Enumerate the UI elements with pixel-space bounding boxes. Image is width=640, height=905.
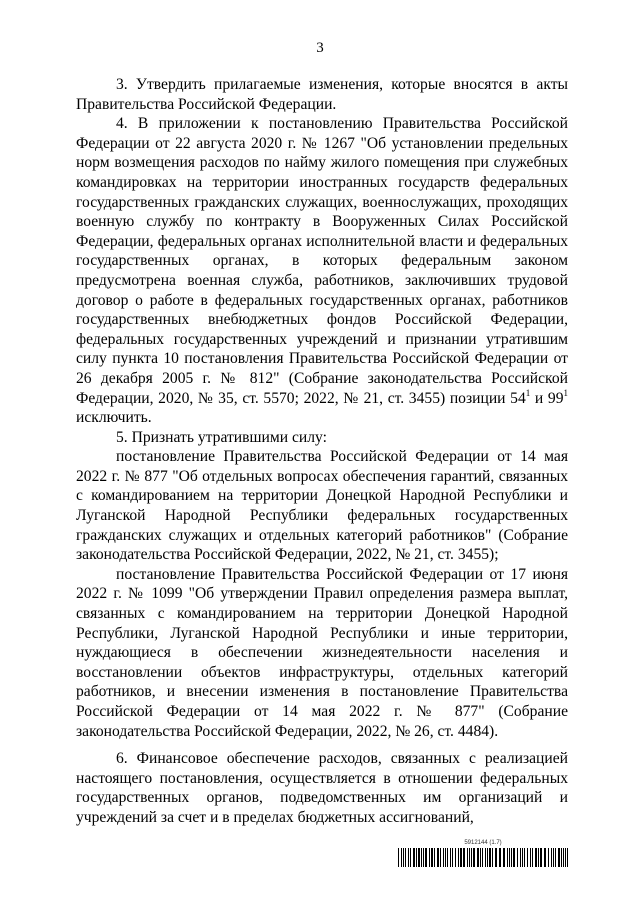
paragraph-4-superscript-1: 1	[525, 387, 531, 398]
barcode-caption: 5912144 (1.7)	[464, 840, 502, 846]
paragraph-4-end: исключить.	[76, 409, 152, 427]
page-number: 3	[316, 40, 324, 56]
paragraph-4	[76, 114, 568, 428]
paragraph-4-superscript-2: 1	[563, 387, 568, 398]
document-barcode	[397, 839, 569, 867]
paragraph-5-item-2: постановление Правительства Российской Федерации от 17 июня 2022 г. № 1099 "Об утверждении Правил определения размера выплат, связанных с командированием на территории Донецкой Народной Республики, Луганской Народной Республики и иные территории, нуждающиеся в обеспечении жизнедеятельности населения и восстановлении объектов инфраструктуры, отдельных категорий работников, и внесении изменения в постановление Правительства Российской Федерации от 14 мая 2022 г. № 877" (Собрание законодательства Российской Федерации, 2022, № 26, ст. 4484).	[76, 565, 568, 740]
paragraph-5: 5. Признать утратившими силу:	[116, 428, 327, 446]
paragraph-4-and: и 99	[530, 389, 564, 407]
paragraph-6: 6. Финансовое обеспечение расходов, связанных с реализацией настоящего постановления, осуществляется в отношении федеральных государственных органов, подведомственных им организаций и учреждений за счет и в пределах бюджетных ассигнований,	[76, 750, 568, 826]
barcode-icon	[397, 848, 569, 867]
paragraph-4-text: 4. В приложении к постановлению Правительства Российской Федерации от 22 августа 2020 г. № 1267 "Об установлении предельных норм возмещения расходов по найму жилого помещения при служебных командировках на территории иностранных государств федеральных государственных гражданских служащих, военнослужащих, проходящих военную службу по контракту в Вооруженных Силах Российской Федерации, федеральных органах исполнительной власти и федеральных государственных органах, в которых федеральным законом предусмотрена военная служба, работников, заключивших трудовой договор о работе в федеральных государственных органах, работников государственных внебюджетных фондов Российской Федерации, федеральных государственных учреждений и признании утратившим силу пункта 10 постановления Правительства Российской Федерации от 26 декабря 2005 г. № 812" (Собрание законодательства Российской Федерации, 2020, № 35, ст. 5570; 2022, № 21, ст. 3455) позиции 54	[76, 115, 568, 407]
paragraph-3: 3. Утвердить прилагаемые изменения, которые вносятся в акты Правительства Российской Федерации.	[76, 76, 568, 113]
paragraph-5-item-1: постановление Правительства Российской Федерации от 14 мая 2022 г. № 877 "Об отдельных вопросах обеспечения гарантий, связанных с командированием на территории Донецкой Народной Республики и Луганской Народной Республики федеральных государственных гражданских служащих и отдельных категорий работников" (Собрание законодательства Российской Федерации, 2022, № 21, ст. 3455);	[76, 448, 568, 564]
document-body	[76, 75, 568, 828]
